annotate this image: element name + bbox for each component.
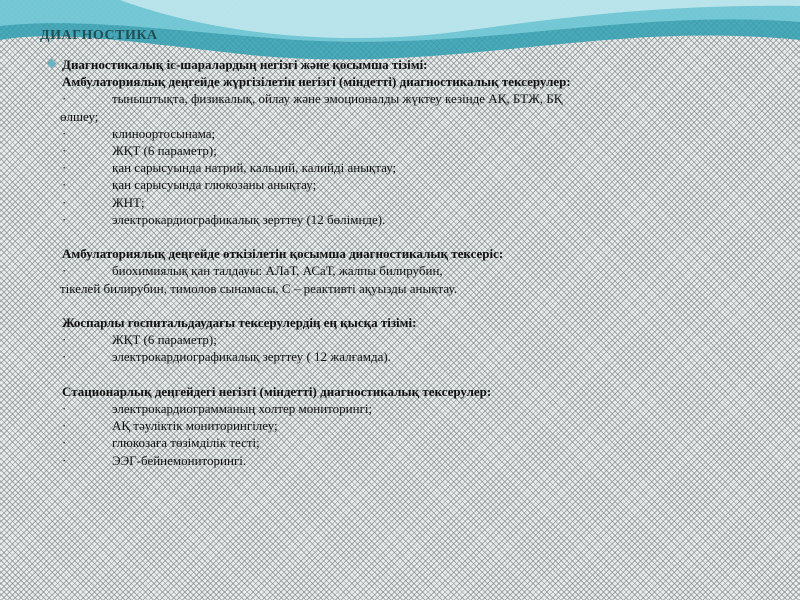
section-heading xyxy=(62,56,782,73)
bullet-dot-icon: · xyxy=(62,418,67,434)
list-item-text: ЖҚТ (6 параметр); xyxy=(112,143,217,159)
list-item xyxy=(62,90,782,107)
list-item xyxy=(62,176,782,193)
list-item xyxy=(62,417,782,434)
list-item xyxy=(62,159,782,176)
list-item xyxy=(62,434,782,451)
list-item-text: клиноортосынама; xyxy=(112,125,216,141)
paragraph-gap xyxy=(62,366,782,383)
bullet-dot-icon: · xyxy=(62,435,67,451)
list-item-text: АҚ тәуліктік мониторингілеу; xyxy=(112,418,278,434)
heading-text: Амбулаториялық деңгейде жүргізілетін негізгі (міндетті) диагностикалық тексерулер: xyxy=(62,74,571,90)
bullet-dot-icon: · xyxy=(62,211,67,227)
list-item-text: электрокардиограмманың холтер мониторингі; xyxy=(112,401,373,417)
heading-text: Стационарлық деңгейдегі негізгі (міндетті) диагностикалық тексерулер: xyxy=(62,383,492,399)
list-item-text: ЖҚТ (6 параметр); xyxy=(112,332,217,348)
heading-text: Диагностикалық іс-шаралардың негізгі және қосымша тізімі: xyxy=(62,57,428,72)
list-item-text: биохимиялық қан талдауы: АЛаТ, АСаТ, жалпы билирубин, xyxy=(112,263,443,279)
section-heading xyxy=(62,73,782,90)
slide-content xyxy=(62,56,782,469)
bullet-dot-icon: · xyxy=(62,194,67,210)
list-item xyxy=(62,125,782,142)
slide-title: ДИАГНОСТИКА xyxy=(40,28,158,43)
bullet-dot-icon: · xyxy=(62,452,67,468)
list-item-continuation: өлшеу; xyxy=(60,108,99,124)
section-heading xyxy=(62,314,782,331)
bullet-dot-icon: · xyxy=(62,143,67,159)
list-item-text: тыныштықта, физикалық, ойлау және эмоционалды жүктеу кезінде АҚ, БТЖ, БҚ xyxy=(112,91,563,107)
list-item-text: қан сарысуында глюкозаны анықтау; xyxy=(112,177,317,193)
list-item-continuation: тікелей билирубин, тимолов сынамасы, С – реактивті ақуызды анықтау. xyxy=(60,280,457,296)
list-item-text: электрокардиографикалық зерттеу ( 12 жалғамда). xyxy=(112,349,391,365)
paragraph-gap xyxy=(62,228,782,245)
bullet-dot-icon: · xyxy=(62,401,67,417)
bullet-dot-icon: · xyxy=(62,263,67,279)
bullet-dot-icon: · xyxy=(62,160,67,176)
section-heading xyxy=(62,383,782,400)
bullet-dot-icon: · xyxy=(62,332,67,348)
list-item xyxy=(62,348,782,365)
list-item-text: электрокардиографикалық зерттеу (12 бөлімнде). xyxy=(112,211,386,227)
list-item xyxy=(62,194,782,211)
list-item-text: ЖНТ; xyxy=(112,194,145,210)
bullet-dot-icon: · xyxy=(62,349,67,365)
list-item xyxy=(62,262,782,279)
bullet-dot-icon: · xyxy=(62,91,67,107)
list-item xyxy=(62,142,782,159)
section-heading xyxy=(62,245,782,262)
list-item xyxy=(62,331,782,348)
bullet-dot-icon: · xyxy=(62,125,67,141)
list-item xyxy=(62,452,782,469)
bullet-dot-icon: · xyxy=(62,177,67,193)
list-item xyxy=(62,211,782,228)
list-item-text: ЭЭГ-бейнемониторингі. xyxy=(112,452,247,468)
list-item xyxy=(62,400,782,417)
list-item-text: қан сарысуында натрий, кальций, калийді анықтау; xyxy=(112,160,397,176)
heading-text: Жоспарлы госпитальдаудағы тексерулердің ең қысқа тізімі: xyxy=(62,315,417,331)
paragraph-gap xyxy=(62,297,782,314)
heading-text: Амбулаториялық деңгейде өткізілетін қосымша диагностикалық тексеріс: xyxy=(62,246,504,262)
list-item-text: глюкозаға төзімділік тесті; xyxy=(112,435,260,451)
